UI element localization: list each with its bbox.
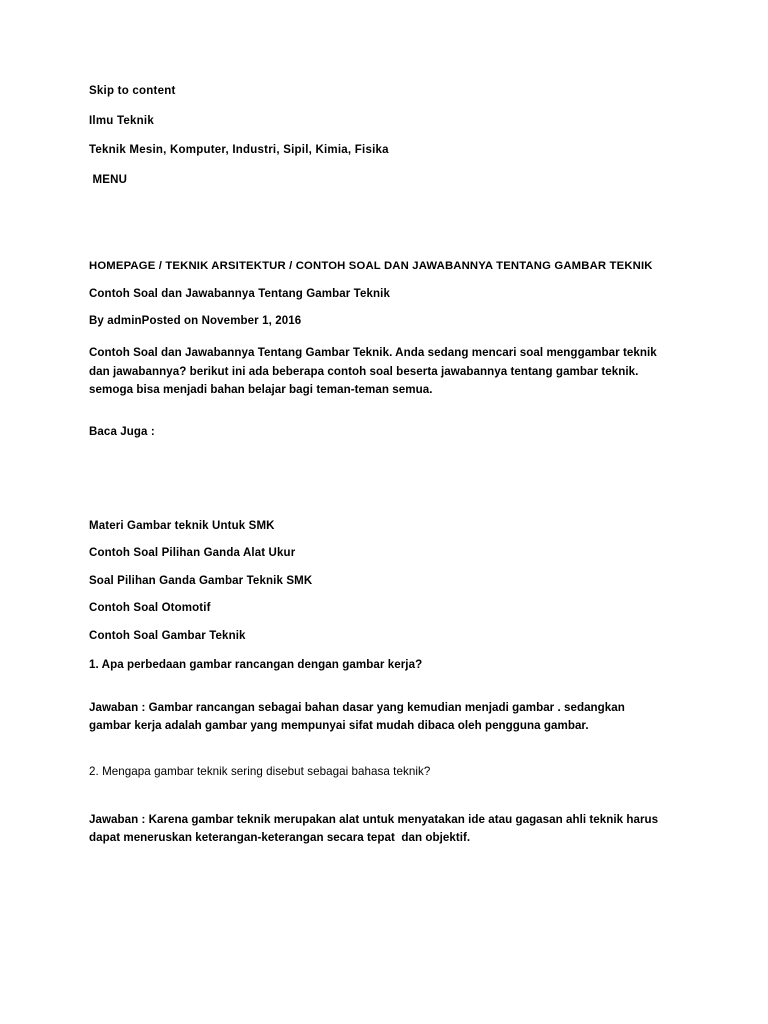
list-item[interactable]: Materi Gambar teknik Untuk SMK [89, 519, 275, 532]
document-content [89, 85, 667, 848]
skip-to-content-link[interactable]: Skip to content [89, 85, 176, 97]
list-item[interactable]: Soal Pilihan Ganda Gambar Teknik SMK [89, 574, 313, 587]
header-spacer [89, 203, 667, 259]
post-byline: By adminPosted on November 1, 2016 [89, 315, 302, 327]
post-intro-paragraph: Contoh Soal dan Jawabannya Tentang Gambar Teknik. Anda sedang mencari soal menggambar teknik dan jawabannya? berikut ini ada beberapa contoh soal beserta jawabannya tentang gambar teknik. semoga bisa menjadi bahan belajar bagi teman-teman semua. [89, 346, 657, 396]
site-tagline: Teknik Mesin, Komputer, Industri, Sipil, Kimia, Fisika [89, 144, 389, 156]
question-2: 2. Mengapa gambar teknik sering disebut sebagai bahasa teknik? [89, 764, 431, 778]
question-2-spacer [89, 779, 667, 811]
site-header [89, 85, 667, 187]
site-title[interactable]: Ilmu Teknik [89, 114, 154, 127]
page-title: Contoh Soal dan Jawabannya Tentang Gambar Teknik [89, 288, 390, 300]
related-spacer [89, 439, 667, 519]
answer-2: Jawaban : Karena gambar teknik merupakan alat untuk menyatakan ide atau gagasan ahli teknik harus dapat meneruskan keterangan-keterangan secara tepat dan objektif. [89, 812, 662, 844]
question-1: 1. Apa perbedaan gambar rancangan dengan gambar kerja? [89, 657, 423, 671]
question-1-spacer [89, 672, 667, 699]
exercises-heading: Contoh Soal Gambar Teknik [89, 629, 246, 642]
intro-spacer [89, 400, 667, 425]
breadcrumb[interactable]: HOMEPAGE / TEKNIK ARSITEKTUR / CONTOH SOAL DAN JAWABANNYA TENTANG GAMBAR TEKNIK [89, 260, 653, 272]
list-item[interactable]: Contoh Soal Pilihan Ganda Alat Ukur [89, 547, 296, 559]
related-links-list [89, 519, 667, 616]
answer-1: Jawaban : Gambar rancangan sebagai bahan dasar yang kemudian menjadi gambar . sedangkan gambar kerja adalah gambar yang mempunyai sifat mudah dibaca oleh pengguna gambar. [89, 700, 629, 732]
list-item[interactable]: Contoh Soal Otomotif [89, 602, 211, 614]
answer-1-spacer [89, 736, 667, 764]
related-heading: Baca Juga : [89, 425, 155, 438]
menu-toggle-button[interactable]: MENU [89, 173, 128, 186]
